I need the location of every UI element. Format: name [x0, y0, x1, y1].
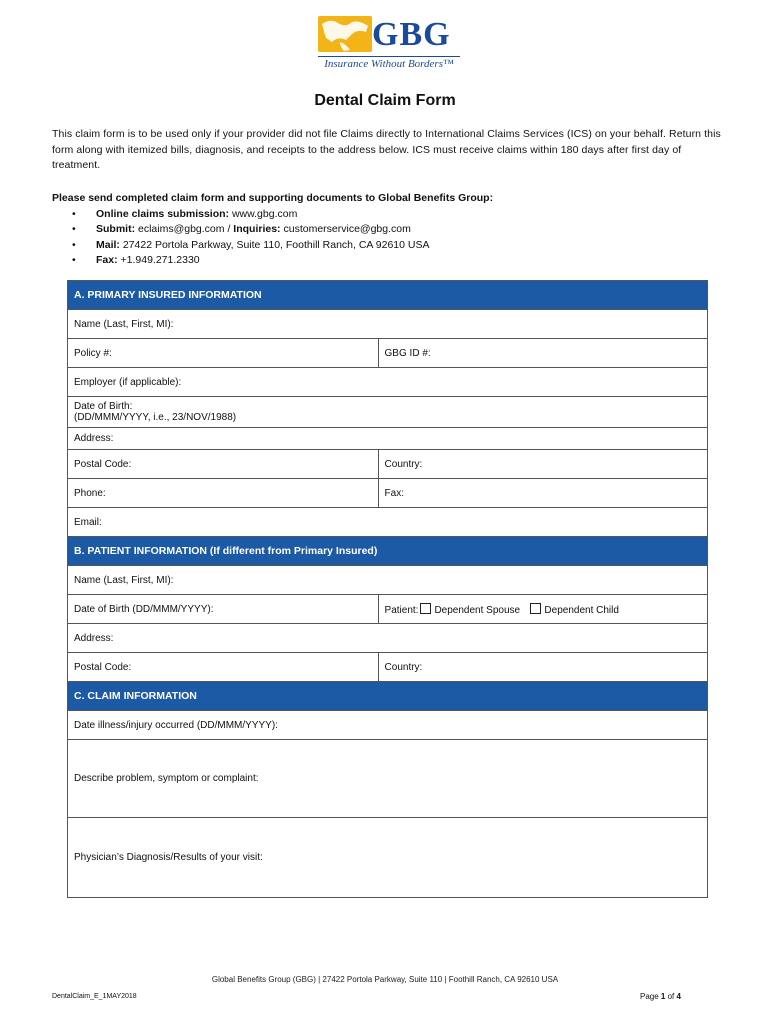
- page-title: Dental Claim Form: [314, 92, 456, 109]
- page-number: Page 1 of 4: [640, 992, 681, 1001]
- insured-name-field[interactable]: Name (Last, First, MI):: [68, 310, 708, 339]
- policy-number-field[interactable]: Policy #:: [68, 339, 379, 368]
- insured-country-field[interactable]: Country:: [378, 450, 707, 479]
- list-item: • Submit: eclaims@gbg.com / Inquiries: customerservice@gbg.com: [72, 223, 411, 235]
- insured-email-field[interactable]: Email:: [68, 508, 708, 537]
- problem-description-field[interactable]: Describe problem, symptom or complaint:: [68, 740, 708, 818]
- submit-email-link[interactable]: eclaims@gbg.com: [138, 223, 225, 235]
- insured-phone-field[interactable]: Phone:: [68, 479, 379, 508]
- submission-lead: Please send completed claim form and supporting documents to Global Benefits Group:: [52, 192, 494, 204]
- patient-dob-field[interactable]: Date of Birth (DD/MMM/YYYY):: [68, 595, 379, 624]
- form-code: DentalClaim_E_1MAY2018: [52, 993, 137, 1000]
- insured-dob-field[interactable]: Date of Birth: (DD/MMM/YYYY, i.e., 23/NOV/1988): [68, 397, 708, 428]
- dependent-spouse-checkbox[interactable]: [420, 603, 431, 614]
- section-b-header: B. PATIENT INFORMATION (If different from Primary Insured): [68, 537, 708, 566]
- section-a-header: A. PRIMARY INSURED INFORMATION: [68, 281, 708, 310]
- insured-address-field[interactable]: Address:: [68, 428, 708, 450]
- patient-address-field[interactable]: Address:: [68, 624, 708, 653]
- insured-fax-field[interactable]: Fax:: [378, 479, 707, 508]
- list-item: • Mail: 27422 Portola Parkway, Suite 110, Foothill Ranch, CA 92610 USA: [72, 238, 430, 251]
- online-link[interactable]: www.gbg.com: [231, 207, 298, 220]
- list-item: • Fax: +1.949.271.2330: [72, 254, 200, 266]
- claim-form-table: [67, 280, 708, 898]
- insured-postal-field[interactable]: Postal Code:: [68, 450, 379, 479]
- employer-field[interactable]: Employer (if applicable):: [68, 368, 708, 397]
- patient-postal-field[interactable]: Postal Code:: [68, 653, 379, 682]
- illness-date-field[interactable]: Date illness/injury occurred (DD/MMM/YYYY):: [68, 711, 708, 740]
- logo-wordmark: GBG: [372, 16, 451, 53]
- diagnosis-field[interactable]: Physician’s Diagnosis/Results of your visit:: [68, 818, 708, 898]
- dependent-child-checkbox[interactable]: [530, 603, 541, 614]
- intro-text: This claim form is to be used only if your provider did not file Claims directly to International Claims Services (ICS) on your behalf. Return this form along with itemized bills, diagnosis, and receipts to the address below. ICS must receive claims within 180 days after first day of treatment.: [52, 128, 721, 171]
- footer-address: Global Benefits Group (GBG) | 27422 Portola Parkway, Suite 110 | Foothill Ranch, CA 92610 USA: [211, 975, 559, 984]
- logo-tagline: Insurance Without Borders™: [318, 56, 460, 70]
- patient-relationship: Patient: Dependent Spouse Dependent Child: [378, 595, 707, 624]
- gbg-id-field[interactable]: GBG ID #:: [378, 339, 707, 368]
- list-item: • Online claims submission: www.gbg.com: [72, 207, 298, 220]
- inquiries-email-link[interactable]: customerservice@gbg.com: [283, 223, 411, 235]
- submission-instructions: [52, 191, 722, 269]
- section-c-header: C. CLAIM INFORMATION: [68, 682, 708, 711]
- patient-name-field[interactable]: Name (Last, First, MI):: [68, 566, 708, 595]
- patient-country-field[interactable]: Country:: [378, 653, 707, 682]
